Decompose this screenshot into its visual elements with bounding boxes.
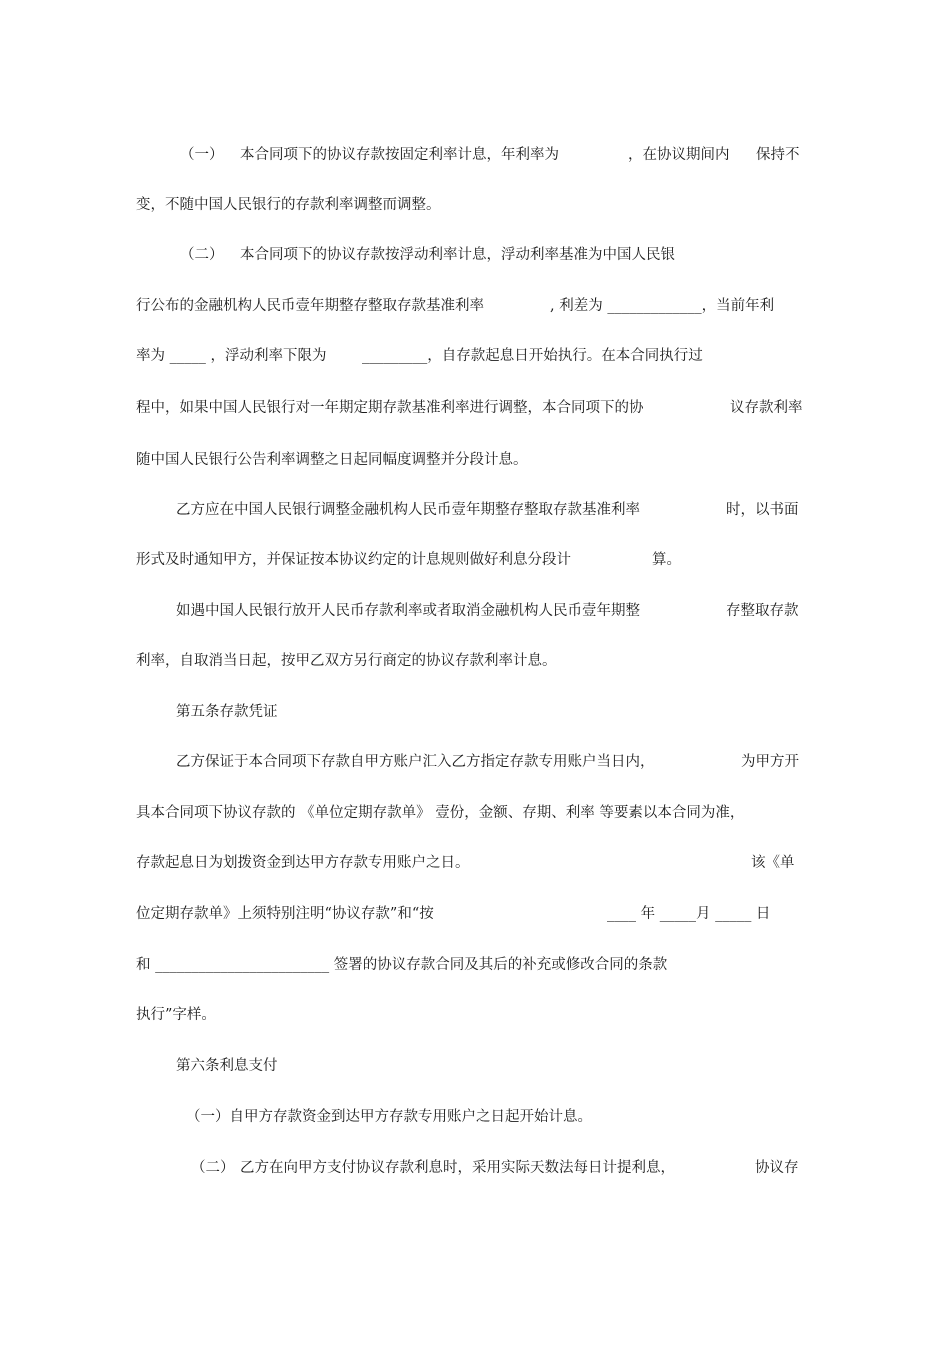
text-line: 算。 [652, 552, 681, 568]
text-line: 形式及时通知甲方，并保证按本协议约定的计息规则做好利息分段计 [136, 552, 571, 568]
section-heading: 第六条利息支付 [176, 1058, 278, 1074]
text-line: 时，以书面 [726, 502, 799, 518]
text-line: 率为 _____ ，浮动利率下限为 [136, 348, 327, 364]
text-line: 乙方在向甲方支付协议存款利息时，采用实际天数法每日计提利息， [240, 1160, 675, 1176]
text-line: 该《单 [751, 855, 795, 871]
text-line: 程中，如果中国人民银行对一年期定期存款基准利率进行调整，本合同项下的协 [136, 400, 644, 416]
text-line: （二） [180, 247, 224, 263]
section-heading: 第五条存款凭证 [176, 704, 278, 720]
text-line: 协议存 [755, 1160, 799, 1176]
text-line: 和 ________________________ 签署的协议存款合同及其后的补充或修改合同的条款 [136, 957, 668, 973]
text-line: 议存款利率 [730, 400, 803, 416]
text-line: _________，自存款起息日开始执行。在本合同执行过 [362, 348, 703, 364]
text-line: 变，不随中国人民银行的存款利率调整而调整。 [136, 197, 441, 213]
text-line: 乙方应在中国人民银行调整金融机构人民币壹年期整存整取存款基准利率 [176, 502, 640, 518]
text-line: ____ 年 _____月 _____ 日 [607, 906, 771, 922]
text-line: 如遇中国人民银行放开人民币存款利率或者取消金融机构人民币壹年期整 [176, 603, 640, 619]
text-line: 行公布的金融机构人民币壹年期整存整取存款基准利率 [136, 298, 484, 314]
text-line: ，在协议期间内 [628, 147, 730, 163]
text-line: 存款起息日为划拨资金到达甲方存款专用账户之日。 [136, 855, 470, 871]
text-line: 执行”字样。 [136, 1007, 216, 1023]
text-line: 随中国人民银行公告利率调整之日起同幅度调整并分段计息。 [136, 452, 528, 468]
text-line: 本合同项下的协议存款按浮动利率计息，浮动利率基准为中国人民银 [240, 247, 675, 263]
text-line: 乙方保证于本合同项下存款自甲方账户汇入乙方指定存款专用账户当日内， [176, 754, 655, 770]
text-line: 位定期存款单》上须特别注明“协议存款”和“按 [136, 906, 434, 922]
text-line: 本合同项下的协议存款按固定利率计息，年利率为 [240, 147, 559, 163]
text-line: （二） [191, 1160, 235, 1176]
text-line: 存整取存款 [726, 603, 799, 619]
text-line: （一） [180, 147, 224, 163]
text-line: 为甲方开 [741, 754, 799, 770]
text-line: , 利差为 _____________，当前年利 [550, 298, 775, 314]
text-line: （一）自甲方存款资金到达甲方存款专用账户之日起开始计息。 [186, 1109, 592, 1125]
text-line: 保持不 [756, 147, 800, 163]
text-line: 利率，自取消当日起，按甲乙双方另行商定的协议存款利率计息。 [136, 653, 557, 669]
text-line: 具本合同项下协议存款的 《单位定期存款单》 壹份，金额、存期、利率 等要素以本合同为准， [136, 805, 745, 821]
